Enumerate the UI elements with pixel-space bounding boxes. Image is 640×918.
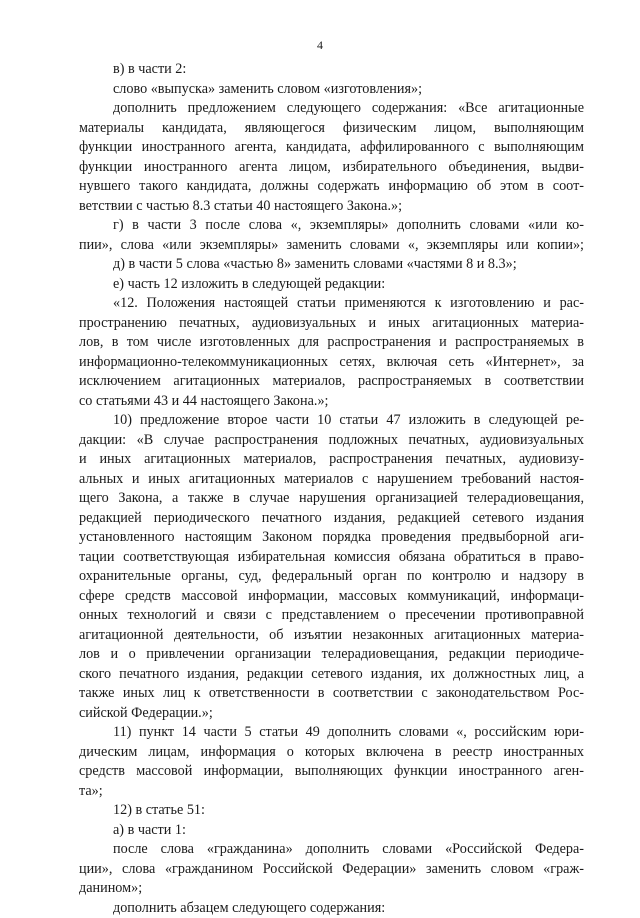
text-line: лов, в том числе изготовленных для распространения и распространяемых в <box>79 333 584 353</box>
document-body <box>79 60 584 918</box>
text-line: нувшего такого кандидата, должны содержать информацию об этом в соот- <box>79 177 584 197</box>
text-line: исключением агитационных материалов, распространяемых в соответствии <box>79 372 584 392</box>
text-line: со статьями 43 и 44 настоящего Закона.»; <box>79 392 584 412</box>
text-line: агитационной деятельности, об изъятии незаконных агитационных материа- <box>79 626 584 646</box>
text-line: щего Закона, а также в случае нарушения организацией телерадиовещания, <box>79 489 584 509</box>
text-line: та»; <box>79 782 584 802</box>
text-line: 11) пункт 14 части 5 статьи 49 дополнить словами «, российским юри- <box>79 723 584 743</box>
text-line: также иных лиц к ответственности в соответствии с законодательством Рос- <box>79 684 584 704</box>
text-line: пространению печатных, аудиовизуальных и иных агитационных материа- <box>79 314 584 334</box>
text-line: е) часть 12 изложить в следующей редакции: <box>79 275 584 295</box>
text-line: ского печатного издания, редакции сетевого издания, их должностных лиц, а <box>79 665 584 685</box>
text-line: дическим лицам, информация о которых включена в реестр иностранных <box>79 743 584 763</box>
text-line: лов и о привлечении организации телерадиовещания, редакции периодиче- <box>79 645 584 665</box>
text-line: ветствии с частью 8.3 статьи 40 настоящего Закона.»; <box>79 197 584 217</box>
text-line: функции иностранного агента лицом, избирательного объединения, выдви- <box>79 158 584 178</box>
text-line: установленного настоящим Законом порядка проведения предвыборной аги- <box>79 528 584 548</box>
text-line: средств массовой информации, выполняющих функции иностранного аген- <box>79 762 584 782</box>
text-line: пии», слова «или экземпляры» заменить словами «, экземпляры или копии»; <box>79 236 584 256</box>
text-line: дополнить предложением следующего содержания: «Все агитационные <box>79 99 584 119</box>
text-line: дакции: «В случае распространения подложных печатных, аудиовизуальных <box>79 431 584 451</box>
text-line: данином»; <box>79 879 584 899</box>
text-line: д) в части 5 слова «частью 8» заменить словами «частями 8 и 8.3»; <box>79 255 584 275</box>
text-line: информационно-телекоммуникационных сетях, включая сеть «Интернет», за <box>79 353 584 373</box>
text-line: после слова «гражданина» дополнить словами «Российской Федера- <box>79 840 584 860</box>
text-line: в) в части 2: <box>79 60 584 80</box>
text-line: онных технологий и связи с представлением о пресечении противоправной <box>79 606 584 626</box>
text-line: охранительные органы, суд, федеральный орган по контролю и надзору в <box>79 567 584 587</box>
text-line: альных и иных агитационных материалов с нарушением требований настоя- <box>79 470 584 490</box>
text-line: «12. Положения настоящей статьи применяются к изготовлению и рас- <box>79 294 584 314</box>
text-line: сфере средств массовой информации, массовых коммуникаций, информаци- <box>79 587 584 607</box>
text-line: г) в части 3 после слова «, экземпляры» дополнить словами «или ко- <box>79 216 584 236</box>
text-line: тации соответствующая избирательная комиссия обязана обратиться в право- <box>79 548 584 568</box>
text-line: дополнить абзацем следующего содержания: <box>79 899 584 918</box>
text-line: а) в части 1: <box>79 821 584 841</box>
text-line: сийской Федерации.»; <box>79 704 584 724</box>
text-line: редакцией периодического печатного издания, редакцией сетевого издания <box>79 509 584 529</box>
text-line: слово «выпуска» заменить словом «изготовления»; <box>79 80 584 100</box>
text-line: ции», слова «гражданином Российской Федерации» заменить словом «граж- <box>79 860 584 880</box>
text-line: материалы кандидата, являющегося физическим лицом, выполняющим <box>79 119 584 139</box>
page-number: 4 <box>0 38 640 53</box>
text-line: 10) предложение второе части 10 статьи 47 изложить в следующей ре- <box>79 411 584 431</box>
text-line: 12) в статье 51: <box>79 801 584 821</box>
text-line: и иных агитационных материалов, распространения печатных, аудиовизу- <box>79 450 584 470</box>
text-line: функции иностранного агента, кандидата, аффилированного с выполняющим <box>79 138 584 158</box>
